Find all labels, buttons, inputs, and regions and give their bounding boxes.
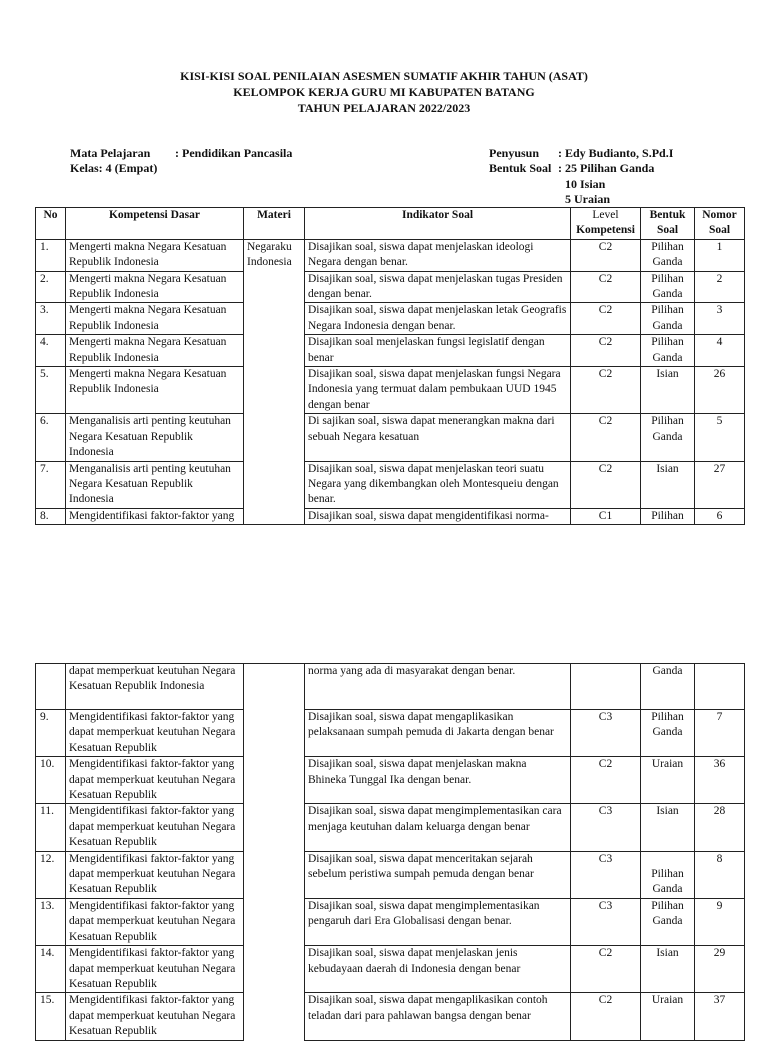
table-row [36, 804, 745, 851]
cell-bentuk: Isian [641, 461, 695, 508]
cell-nomor: 29 [695, 946, 745, 993]
cell-indikator: Disajikan soal, siswa dapat menjelaskan ideologi Negara dengan benar. [305, 239, 571, 271]
table-row [36, 757, 745, 804]
cell-indikator: Disajikan soal, siswa dapat mengaplikasikan pelaksanaan sumpah pemuda di Jakarta dengan benar [305, 710, 571, 757]
cell-no: 13. [36, 898, 66, 945]
cell-level: C2 [571, 993, 641, 1040]
cell-materi [244, 710, 305, 757]
cell-materi [244, 335, 305, 367]
cell-materi [244, 946, 305, 993]
cell-indikator: Disajikan soal, siswa dapat menjelaskan letak Geografis Negara Indonesia dengan benar. [305, 303, 571, 335]
table-row [36, 851, 745, 898]
cell-indikator: Disajikan soal, siswa dapat mengimplementasikan pengaruh dari Era Globalisasi dengan benar. [305, 898, 571, 945]
bentuk-soal-label: Bentuk Soal [489, 161, 552, 175]
cell-indikator: Disajikan soal, siswa dapat menjelaskan fungsi Negara Indonesia yang termuat dalam pembukaan UUD 1945 dengan benar [305, 367, 571, 414]
cell-no: 15. [36, 993, 66, 1040]
cell-nomor: 2 [695, 271, 745, 303]
cell-bentuk: Uraian [641, 757, 695, 804]
mapel-label: Mata Pelajaran [70, 146, 151, 160]
cell-level: C2 [571, 271, 641, 303]
cell-kompetensi-dasar: Mengidentifikasi faktor-faktor yang dapat memperkuat keutuhan Negara Kesatuan Republik [66, 946, 244, 993]
table-row [36, 946, 745, 993]
cell-level: C2 [571, 335, 641, 367]
table-row [36, 335, 745, 367]
cell-materi [244, 367, 305, 414]
cell-kompetensi-dasar: dapat memperkuat keutuhan Negara Kesatuan Republik Indonesia [66, 664, 244, 710]
cell-level: C2 [571, 414, 641, 461]
cell-indikator: Di sajikan soal, siswa dapat menerangkan makna dari sebuah Negara kesatuan [305, 414, 571, 461]
cell-nomor: 27 [695, 461, 745, 508]
cell-nomor: 6 [695, 508, 745, 524]
cell-indikator: Disajikan soal menjelaskan fungsi legislatif dengan benar [305, 335, 571, 367]
cell-no: 3. [36, 303, 66, 335]
table-row [36, 271, 745, 303]
kelas-label: Kelas: 4 (Empat) [70, 161, 158, 175]
cell-level: C2 [571, 367, 641, 414]
cell-indikator: Disajikan soal, siswa dapat menjelaskan jenis kebudayaan daerah di Indonesia dengan benar [305, 946, 571, 993]
cell-kompetensi-dasar: Mengerti makna Negara Kesatuan Republik Indonesia [66, 239, 244, 271]
cell-bentuk: Pilihan Ganda [641, 303, 695, 335]
cell-no: 5. [36, 367, 66, 414]
header-materi: Materi [244, 208, 305, 240]
table-row [36, 898, 745, 945]
cell-no: 4. [36, 335, 66, 367]
table-row [36, 508, 745, 524]
cell-kompetensi-dasar: Mengerti makna Negara Kesatuan Republik Indonesia [66, 271, 244, 303]
cell-no: 11. [36, 804, 66, 851]
header-level: Level Kompetensi [571, 208, 641, 240]
cell-no: 9. [36, 710, 66, 757]
cell-indikator: Disajikan soal, siswa dapat menceritakan sejarah sebelum peristiwa sumpah pemuda dengan benar [305, 851, 571, 898]
document-title: KISI-KISI SOAL PENILAIAN ASESMEN SUMATIF AKHIR TAHUN (ASAT) [180, 69, 588, 83]
kisi-kisi-table-page-2 [35, 663, 745, 1041]
cell-kompetensi-dasar: Mengidentifikasi faktor-faktor yang [66, 508, 244, 524]
cell-bentuk: Isian [641, 946, 695, 993]
cell-indikator: Disajikan soal, siswa dapat mengaplikasikan contoh teladan dari para pahlawan bangsa dengan benar [305, 993, 571, 1040]
table-row-continuation [36, 664, 745, 710]
cell-level: C2 [571, 757, 641, 804]
cell-bentuk: Pilihan [641, 508, 695, 524]
cell-indikator: Disajikan soal, siswa dapat menjelaskan teori suatu Negara yang dikembangkan oleh Montesqueiu dengan benar. [305, 461, 571, 508]
cell-materi: Negaraku Indonesia [244, 239, 305, 271]
cell-nomor [695, 664, 745, 710]
cell-materi [244, 664, 305, 710]
cell-nomor: 26 [695, 367, 745, 414]
cell-materi [244, 461, 305, 508]
cell-no: 10. [36, 757, 66, 804]
cell-bentuk: Pilihan Ganda [641, 239, 695, 271]
cell-kompetensi-dasar: Menganalisis arti penting keutuhan Negara Kesatuan Republik Indonesia [66, 461, 244, 508]
cell-indikator: Disajikan soal, siswa dapat menjelaskan makna Bhineka Tunggal Ika dengan benar. [305, 757, 571, 804]
document-year: TAHUN PELAJARAN 2022/2023 [297, 101, 471, 115]
cell-kompetensi-dasar: Mengidentifikasi faktor-faktor yang dapat memperkuat keutuhan Negara Kesatuan Republik [66, 804, 244, 851]
cell-kompetensi-dasar: Mengerti makna Negara Kesatuan Republik Indonesia [66, 335, 244, 367]
cell-indikator: Disajikan soal, siswa dapat menjelaskan tugas Presiden dengan benar. [305, 271, 571, 303]
cell-no: 2. [36, 271, 66, 303]
cell-kompetensi-dasar: Mengidentifikasi faktor-faktor yang dapat memperkuat keutuhan Negara Kesatuan Republik [66, 710, 244, 757]
cell-level: C2 [571, 946, 641, 993]
cell-kompetensi-dasar: Menganalisis arti penting keutuhan Negara Kesatuan Republik Indonesia [66, 414, 244, 461]
cell-kompetensi-dasar: Mengerti makna Negara Kesatuan Republik Indonesia [66, 367, 244, 414]
cell-nomor: 36 [695, 757, 745, 804]
cell-bentuk: Pilihan Ganda [641, 335, 695, 367]
header-indikator: Indikator Soal [305, 208, 571, 240]
document-subtitle: KELOMPOK KERJA GURU MI KABUPATEN BATANG [233, 85, 535, 99]
table-header-row [36, 208, 745, 240]
cell-materi [244, 804, 305, 851]
cell-bentuk: Uraian [641, 993, 695, 1040]
cell-bentuk: Isian [641, 804, 695, 851]
cell-level: C2 [571, 303, 641, 335]
cell-nomor: 1 [695, 239, 745, 271]
penyusun-value: : Edy Budianto, S.Pd.I [558, 146, 674, 160]
cell-bentuk: Ganda [641, 664, 695, 710]
cell-level: C3 [571, 804, 641, 851]
penyusun-label: Penyusun [489, 146, 540, 160]
cell-nomor: 37 [695, 993, 745, 1040]
bentuk-soal-isian: 10 Isian [565, 177, 606, 191]
cell-materi [244, 303, 305, 335]
table-row [36, 239, 745, 271]
cell-level [571, 664, 641, 710]
cell-materi [244, 757, 305, 804]
table-row [36, 414, 745, 461]
kisi-kisi-table-page-1 [35, 207, 745, 525]
cell-no: 14. [36, 946, 66, 993]
header-nomor: Nomor Soal [695, 208, 745, 240]
cell-indikator: Disajikan soal, siswa dapat mengidentifikasi norma- [305, 508, 571, 524]
cell-no [36, 664, 66, 710]
cell-kompetensi-dasar: Mengidentifikasi faktor-faktor yang dapat memperkuat keutuhan Negara Kesatuan Republik [66, 898, 244, 945]
cell-kompetensi-dasar: Mengidentifikasi faktor-faktor yang dapat memperkuat keutuhan Negara Kesatuan Republik [66, 851, 244, 898]
cell-kompetensi-dasar: Mengidentifikasi faktor-faktor yang dapat memperkuat keutuhan Negara Kesatuan Republik [66, 757, 244, 804]
table-row [36, 303, 745, 335]
cell-level: C2 [571, 239, 641, 271]
cell-nomor: 5 [695, 414, 745, 461]
cell-nomor: 28 [695, 804, 745, 851]
cell-kompetensi-dasar: Mengidentifikasi faktor-faktor yang dapat memperkuat keutuhan Negara Kesatuan Republik [66, 993, 244, 1040]
cell-materi [244, 993, 305, 1040]
cell-level: C3 [571, 710, 641, 757]
cell-bentuk: Pilihan Ganda [641, 710, 695, 757]
cell-no: 12. [36, 851, 66, 898]
cell-nomor: 3 [695, 303, 745, 335]
cell-materi [244, 851, 305, 898]
cell-level: C3 [571, 898, 641, 945]
cell-bentuk: Pilihan Ganda [641, 271, 695, 303]
cell-nomor: 7 [695, 710, 745, 757]
table-row [36, 367, 745, 414]
cell-bentuk: Pilihan Ganda [641, 898, 695, 945]
cell-bentuk: Isian [641, 367, 695, 414]
cell-indikator: norma yang ada di masyarakat dengan benar. [305, 664, 571, 710]
header-kompetensi-dasar: Kompetensi Dasar [66, 208, 244, 240]
cell-level: C3 [571, 851, 641, 898]
cell-materi [244, 271, 305, 303]
cell-no: 6. [36, 414, 66, 461]
table-row [36, 461, 745, 508]
bentuk-soal-pg: : 25 Pilihan Ganda [558, 161, 655, 175]
header-bentuk: Bentuk Soal [641, 208, 695, 240]
cell-no: 1. [36, 239, 66, 271]
table-row [36, 710, 745, 757]
cell-materi [244, 898, 305, 945]
table-row [36, 993, 745, 1040]
cell-materi [244, 508, 305, 524]
cell-bentuk: Pilihan Ganda [641, 414, 695, 461]
mapel-value: : Pendidikan Pancasila [175, 146, 293, 160]
bentuk-soal-uraian: 5 Uraian [565, 192, 610, 206]
cell-bentuk: Pilihan Ganda [641, 851, 695, 898]
cell-indikator: Disajikan soal, siswa dapat mengimplementasikan cara menjaga keutuhan dalam keluarga dengan benar [305, 804, 571, 851]
cell-nomor: 8 [695, 851, 745, 898]
cell-nomor: 9 [695, 898, 745, 945]
cell-no: 8. [36, 508, 66, 524]
cell-materi [244, 414, 305, 461]
cell-nomor: 4 [695, 335, 745, 367]
cell-kompetensi-dasar: Mengerti makna Negara Kesatuan Republik Indonesia [66, 303, 244, 335]
cell-level: C1 [571, 508, 641, 524]
cell-level: C2 [571, 461, 641, 508]
cell-no: 7. [36, 461, 66, 508]
header-no: No [36, 208, 66, 240]
